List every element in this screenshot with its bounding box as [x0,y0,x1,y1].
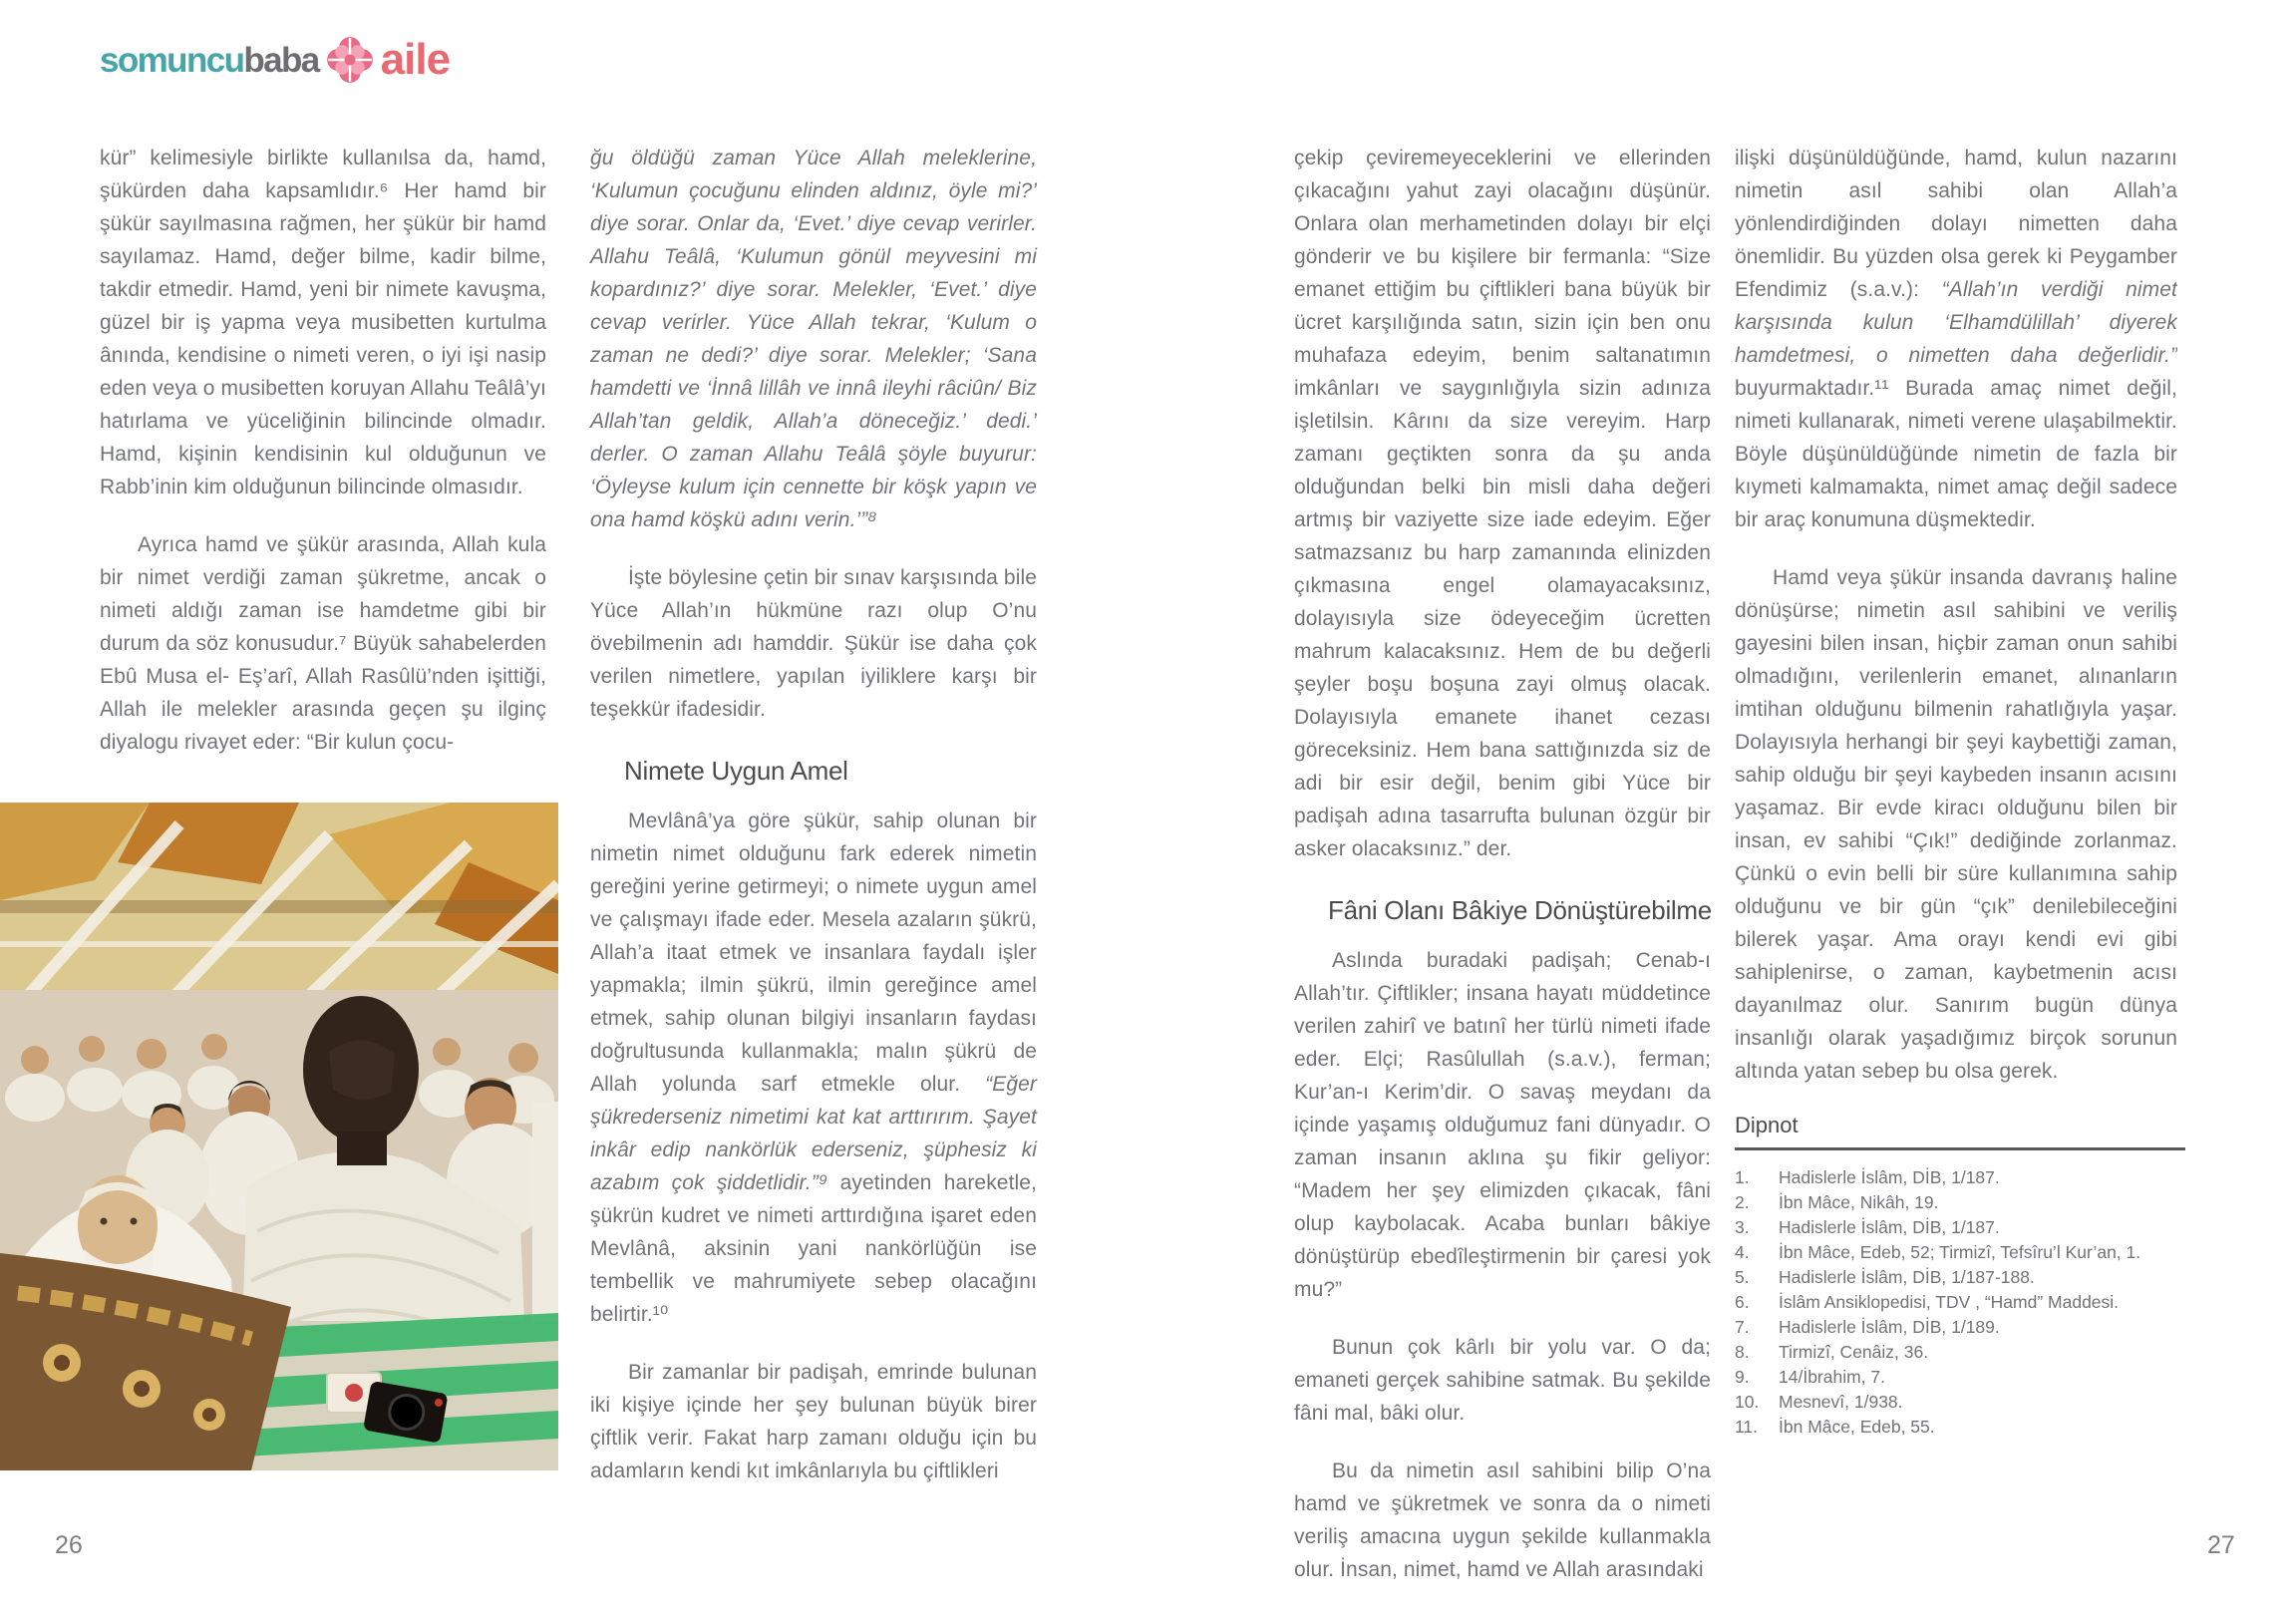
footnote-item [1735,1315,2185,1340]
footnote-text: Hadislerle İslâm, DİB, 1/187. [1779,1166,2000,1187]
magazine-logo [100,36,450,84]
footnote-item [1735,1215,2185,1240]
logo-aile-text: aile [380,35,451,84]
footnote-item [1735,1240,2185,1265]
footnote-number: 6. [1735,1291,1750,1312]
body-paragraph: İşte böylesine çetin bir sınav karşısında bile Yüce Allah’ın hükmüne razı olup O’nu övebilmenin adı hamddir. Şükür ise daha çok verilen nimetlere, yapılan iyiliklere karşı bir teşekkür ifadesidir. [590,566,1037,721]
footnote-item [1735,1290,2185,1315]
footnotes-title: Dipnot [1735,1113,1799,1137]
flower-icon [326,36,374,84]
footnote-number: 4. [1735,1241,1750,1262]
paragraph-text: ayetinden hareketle, şükrün kudret ve nimeti arttırdığına işaret eden Mevlânâ, aksinin yani nankörlüğün ise tembellik ve mahrumiyete sebep olacağını belirtir.¹⁰ [590,1171,1037,1326]
body-paragraph: Bir zamanlar bir padişah, emrinde bulunan iki kişiye içinde her şey bulunan büyük birer çiftlik verir. Fakat harp zamanı olduğu için bu adamların kendi kıt imkânlarıyla bu çiftlikleri [590,1361,1037,1482]
footnote-item [1735,1340,2185,1365]
body-paragraph: Bunun çok kârlı bir yolu var. O da; emaneti gerçek sahibine satmak. Bu şekilde fâni mal, bâki olur. [1294,1336,1711,1425]
footnote-number: 9. [1735,1366,1750,1387]
body-paragraph [590,805,1037,1331]
footnote-text: Hadislerle İslâm, DİB, 1/187. [1779,1216,2000,1237]
footnotes-divider [1735,1147,2185,1150]
footnote-number: 5. [1735,1266,1750,1287]
footnote-text: İslâm Ansiklopedisi, TDV , “Hamd” Maddesi. [1779,1291,2120,1312]
body-paragraph: Aslında buradaki padişah; Cenab-ı Allah’tır. Çiftlikler; insana hayatı müddetince verilen zahirî ve batınî her türlü nimeti ifade eder. Elçi; Rasûlullah (s.a.v.), ferman; Kur’an-ı Kerim’dir. O savaş meydanı da içinde yaşamış olduğumuz fani dünyadır. O zaman insanın aklına şu fikir geliyor: “Madem her şey elimizden çıkacak, fâni olup kaybolacak. Acaba bunları bâkiye dönüştürüp ebedîleştirmenin bir çaresi yok mu?” [1294,949,1711,1301]
footnote-item [1735,1190,2185,1215]
body-paragraph: Hamd veya şükür insanda davranış haline dönüşürse; nimetin asıl sahibini ve veriliş gayesini bilen insan, hiçbir zaman onun sahibi olmadığını, verilenlerin emanet, alınanların imtihan olduğunu bilmenin rahatlığıyla yaşar. Dolayısıyla herhangi bir şeyi kaybettiği zaman, sahip olduğu bir şeyi kaybeden insanın acısını yaşamaz. Bir evde kiracı olduğunu bilen bir insan, ev sahibi “Çık!” dediğinde zorlanmaz. Çünkü o evin belli bir süre kullanımına sahip olduğunu ve bir gün “çık” denilebileceğini bilerek yaşar. Ama orayı kendi evi gibi sahiplenirse, o zaman, kaybetmenin acısı dayanılmaz olur. Sanırım bugün dünya insanlığı olarak yaşadığımız birçok sorunun altında yatan sebep bu olsa gerek. [1735,566,2177,1083]
body-paragraph: Bu da nimetin asıl sahibini bilip O’na hamd ve şükretmek ve sonra da o nimeti veriliş amacına uygun şekilde kullanmakla olur. İnsan, nimet, hamd ve Allah arasındaki [1294,1459,1711,1581]
logo-baba-text: baba [243,40,319,80]
footnote-text: İbn Mâce, Edeb, 52; Tirmizî, Tefsîru’l Kur’an, 1. [1779,1241,2141,1262]
footnote-text: 14/İbrahim, 7. [1779,1366,1885,1387]
logo-wordmark [100,40,319,80]
footnote-text: Tirmizî, Cenâiz, 36. [1779,1341,1929,1362]
column-1 [100,142,546,759]
footnote-number: 11. [1735,1416,1759,1437]
footnote-text: İbn Mâce, Edeb, 55. [1779,1416,1935,1437]
quote-paragraph: ğu öldüğü zaman Yüce Allah meleklerine, ‘Kulumun çocuğunu elinden aldınız, öyle mi?’ diye sorar. Onlar da, ‘Evet.’ diye cevap verirler. Allahu Teâlâ, ‘Kulumun gönül meyvesini mi kopardınız?’ diye sorar. Melekler, ‘Evet.’ diye cevap verirler. Yüce Allah tekrar, ‘Kulum o zaman ne dedi?’ diye sorar. Melekler; ‘Sana hamdetti ve ‘İnnâ lillâh ve innâ ileyhi râciûn/ Biz Allah’tan geldik, Allah’a döneceğiz.’ dedi.’ derler. O zaman Allahu Teâlâ şöyle buyurur: ‘Öyleyse kulum için cennette bir köşk yapın ve ona hamd köşkü adını verin.’”⁸ [590,147,1037,531]
pilgrims-photo [0,803,558,1470]
footnote-item [1735,1165,2185,1190]
logo-somuncu-text: somuncu [100,40,244,80]
body-paragraph: çekip çeviremeyeceklerini ve ellerinden çıkacağını yahut zayi olacağını düşünür. Onlara olan merhametinden dolayı bir elçi gönderir ve bu kişilere bir fermanla: “Size emanet ettiğim bu çiftlikleri bana büyük bir ücret karşılığında satın, sizin için ben onu muhafaza edeyim, benim saltanatımın imkânları ve saygınlığıyla sizin adınıza işletilsin. Kârını da size vereyim. Harp zamanı geçtikten sonra da şu anda olduğundan belki bin misli daha değeri artmış bir vaziyette size iade edeyim. Eğer satmazsanız bu harp zamanında elinizden çıkmasına engel olamayacaksınız, dolayısıyla size ödeyeceğim ücretten mahrum kalacaksınız. Hem de bu değerli şeyler boşu boşuna zayi olmuş olacak. Dolayısıyla emanete ihanet cezası göreceksiniz. Hem bana sattığınızda siz de adi bir esir değil, benim gibi Yüce bir padişah adına tasarrufta bulunan özgür bir asker olacaksınız.” der. [1294,147,1711,860]
footnote-text: Mesnevî, 1/938. [1779,1391,1903,1412]
footnote-number: 1. [1735,1166,1750,1187]
column-2 [590,142,1037,1487]
footnote-number: 7. [1735,1316,1750,1337]
inline-quote: “Eğer şükrederseniz nimetimi kat kat arttırırım. Şayet inkâr edip nankörlük ederseniz, şüphesiz ki azabım çok şiddetlidir.”⁹ [590,1073,1037,1194]
footnote-number: 10. [1735,1391,1760,1412]
footnote-item [1735,1265,2185,1290]
section-heading-nimete-uygun-amel: Nimete Uygun Amel [624,756,848,786]
paragraph-text: Mevlânâ’ya göre şükür, sahip olunan bir nimetin nimet olduğunu fark ederek nimetin gereğini yerine getirmeyi; o nimete uygun amel ve çalışmayı ifade eder. Mesela azaların şükrü, Allah’a itaat etmek ve insanlara faydalı işler yapmakla; ilmin şükrü, ilmin gereğince amel etmek, sahip olunan bilgiyi insanların faydası doğrultusunda kullanmakla; malın şükrü de Allah yolunda sarf etmekle olur. [590,810,1037,1096]
footnote-item [1735,1415,2185,1440]
paragraph-text: buyurmaktadır.¹¹ Burada amaç nimet değil, nimeti kullanarak, nimeti verene ulaşabilmektir. Böyle düşünüldüğünde nimetin de fazla bir kıymeti kalmamakta, nimet amaç değil sadece bir araç konumuna düşmektedir. [1735,377,2177,531]
section-heading-fani-olani-bakiye: Fâni Olanı Bâkiye Dönüştürebilme [1328,895,1712,925]
paragraph-text: ilişki düşünüldüğünde, hamd, kulun nazarını nimetin asıl sahibi olan Allah’a yönlendirdiğinden dolayı nimetten daha önemlidir. Bu yüzden olsa gerek ki Peygamber Efendimiz (s.a.v.): [1735,147,2177,301]
footnote-text: İbn Mâce, Nikâh, 19. [1779,1191,1939,1212]
body-paragraph: kür” kelimesiyle birlikte kullanılsa da, hamd, şükürden daha kapsamlıdır.⁶ Her hamd bir şükür sayılmasına rağmen, her şükür bir hamd sayılamaz. Hamd, değer bilme, kadir bilme, takdir etmedir. Hamd, yeni bir nimete kavuşma, güzel bir iş yapma veya musibetten kurtulma ânında, kendisine o nimeti veren, o iyi işi nasip eden veya o musibetten koruyan Allahu Teâlâ’yı hatırlama ve yüceliğinin bilincinde olmadır. Hamd, kişinin kendisinin kul olduğunun ve Rabb’inin kim olduğunun bilincinde olmasıdır. [100,147,546,498]
footnote-number: 2. [1735,1191,1750,1212]
footnote-number: 8. [1735,1341,1750,1362]
footnote-text: Hadislerle İslâm, DİB, 1/189. [1779,1316,2000,1337]
body-paragraph: Ayrıca hamd ve şükür arasında, Allah kula bir nimet verdiği zaman şükretme, ancak o nimeti aldığı zaman ise hamdetme gibi bir durum da söz konusudur.⁷ Büyük sahabelerden Ebû Musa el- Eş’arî, Allah Rasûlü’nden işittiği, Allah ile melekler arasında geçen şu ilginç diyalogu rivayet eder: “Bir kulun çocu- [100,533,546,754]
column-3 [1294,142,1711,1586]
footnote-item [1735,1390,2185,1415]
page-number-left: 26 [55,1531,83,1559]
body-paragraph [1735,142,2177,536]
inline-quote: “Allah’ın verdiği nimet karşısında kulun ‘Elhamdülillah’ diyerek hamdetmesi, o nimetten daha değerlidir.” [1735,278,2177,367]
column-4 [1735,142,2177,1114]
footnotes [1735,1113,2185,1440]
footnote-item [1735,1365,2185,1390]
page-number-right: 27 [2207,1531,2235,1559]
footnote-text: Hadislerle İslâm, DİB, 1/187-188. [1779,1266,2035,1287]
footnote-number: 3. [1735,1216,1750,1237]
